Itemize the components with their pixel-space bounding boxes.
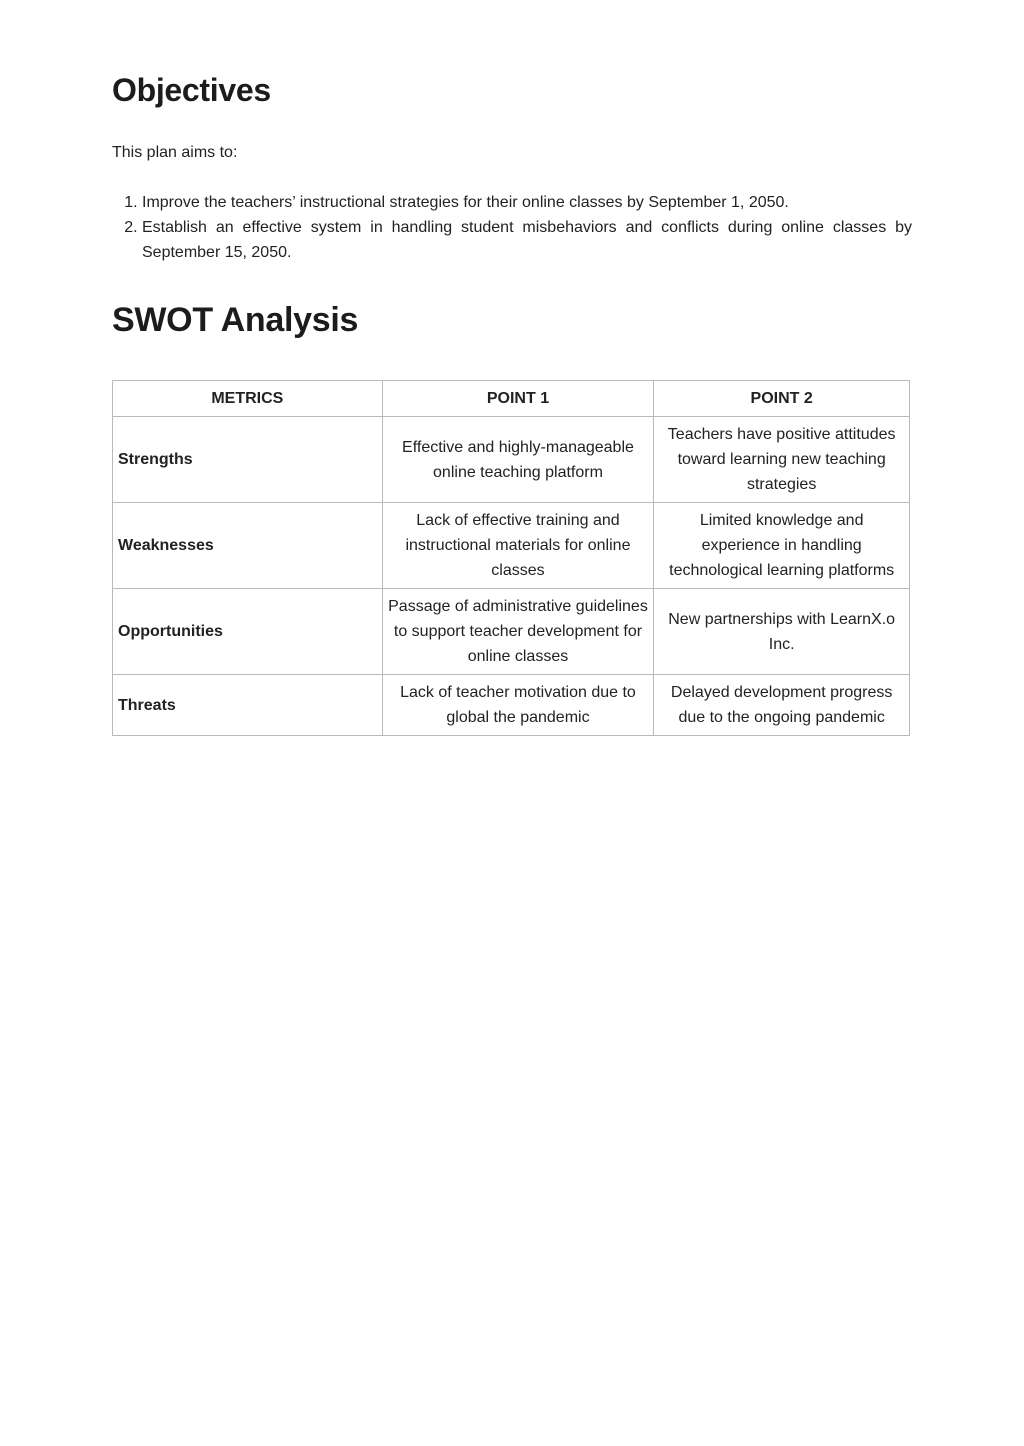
table-row — [113, 503, 910, 589]
table-row — [113, 589, 910, 675]
metric-cell: Threats — [113, 675, 383, 736]
point-2-cell: New partnerships with LearnX.o Inc. — [654, 589, 910, 675]
objectives-heading: Objectives — [112, 72, 271, 108]
point-1-cell: Passage of administrative guidelines to support teacher development for online classes — [382, 589, 654, 675]
objective-item: 2. Establish an effective system in handling student misbehaviors and conflicts during online classes by September 15, 2050. — [142, 215, 912, 265]
header-point-1: POINT 1 — [382, 381, 654, 417]
point-1-cell: Lack of teacher motivation due to global the pandemic — [382, 675, 654, 736]
point-1-cell: Effective and highly-manageable online teaching platform — [382, 417, 654, 503]
point-1-cell: Lack of effective training and instructional materials for online classes — [382, 503, 654, 589]
point-2-cell: Limited knowledge and experience in handling technological learning platforms — [654, 503, 910, 589]
objective-item: 1. Improve the teachers’ instructional strategies for their online classes by September 1, 2050. — [142, 190, 912, 215]
metric-cell: Strengths — [113, 417, 383, 503]
point-2-cell: Teachers have positive attitudes toward learning new teaching strategies — [654, 417, 910, 503]
header-metrics: METRICS — [113, 381, 383, 417]
table-row — [113, 675, 910, 736]
objectives-intro: This plan aims to: — [112, 144, 238, 161]
point-2-cell: Delayed development progress due to the ongoing pandemic — [654, 675, 910, 736]
objectives-list — [112, 190, 912, 265]
swot-table — [112, 380, 910, 736]
table-row — [113, 417, 910, 503]
swot-heading: SWOT Analysis — [112, 301, 359, 339]
table-header-row — [113, 381, 910, 417]
metric-cell: Opportunities — [113, 589, 383, 675]
metric-cell: Weaknesses — [113, 503, 383, 589]
header-point-2: POINT 2 — [654, 381, 910, 417]
